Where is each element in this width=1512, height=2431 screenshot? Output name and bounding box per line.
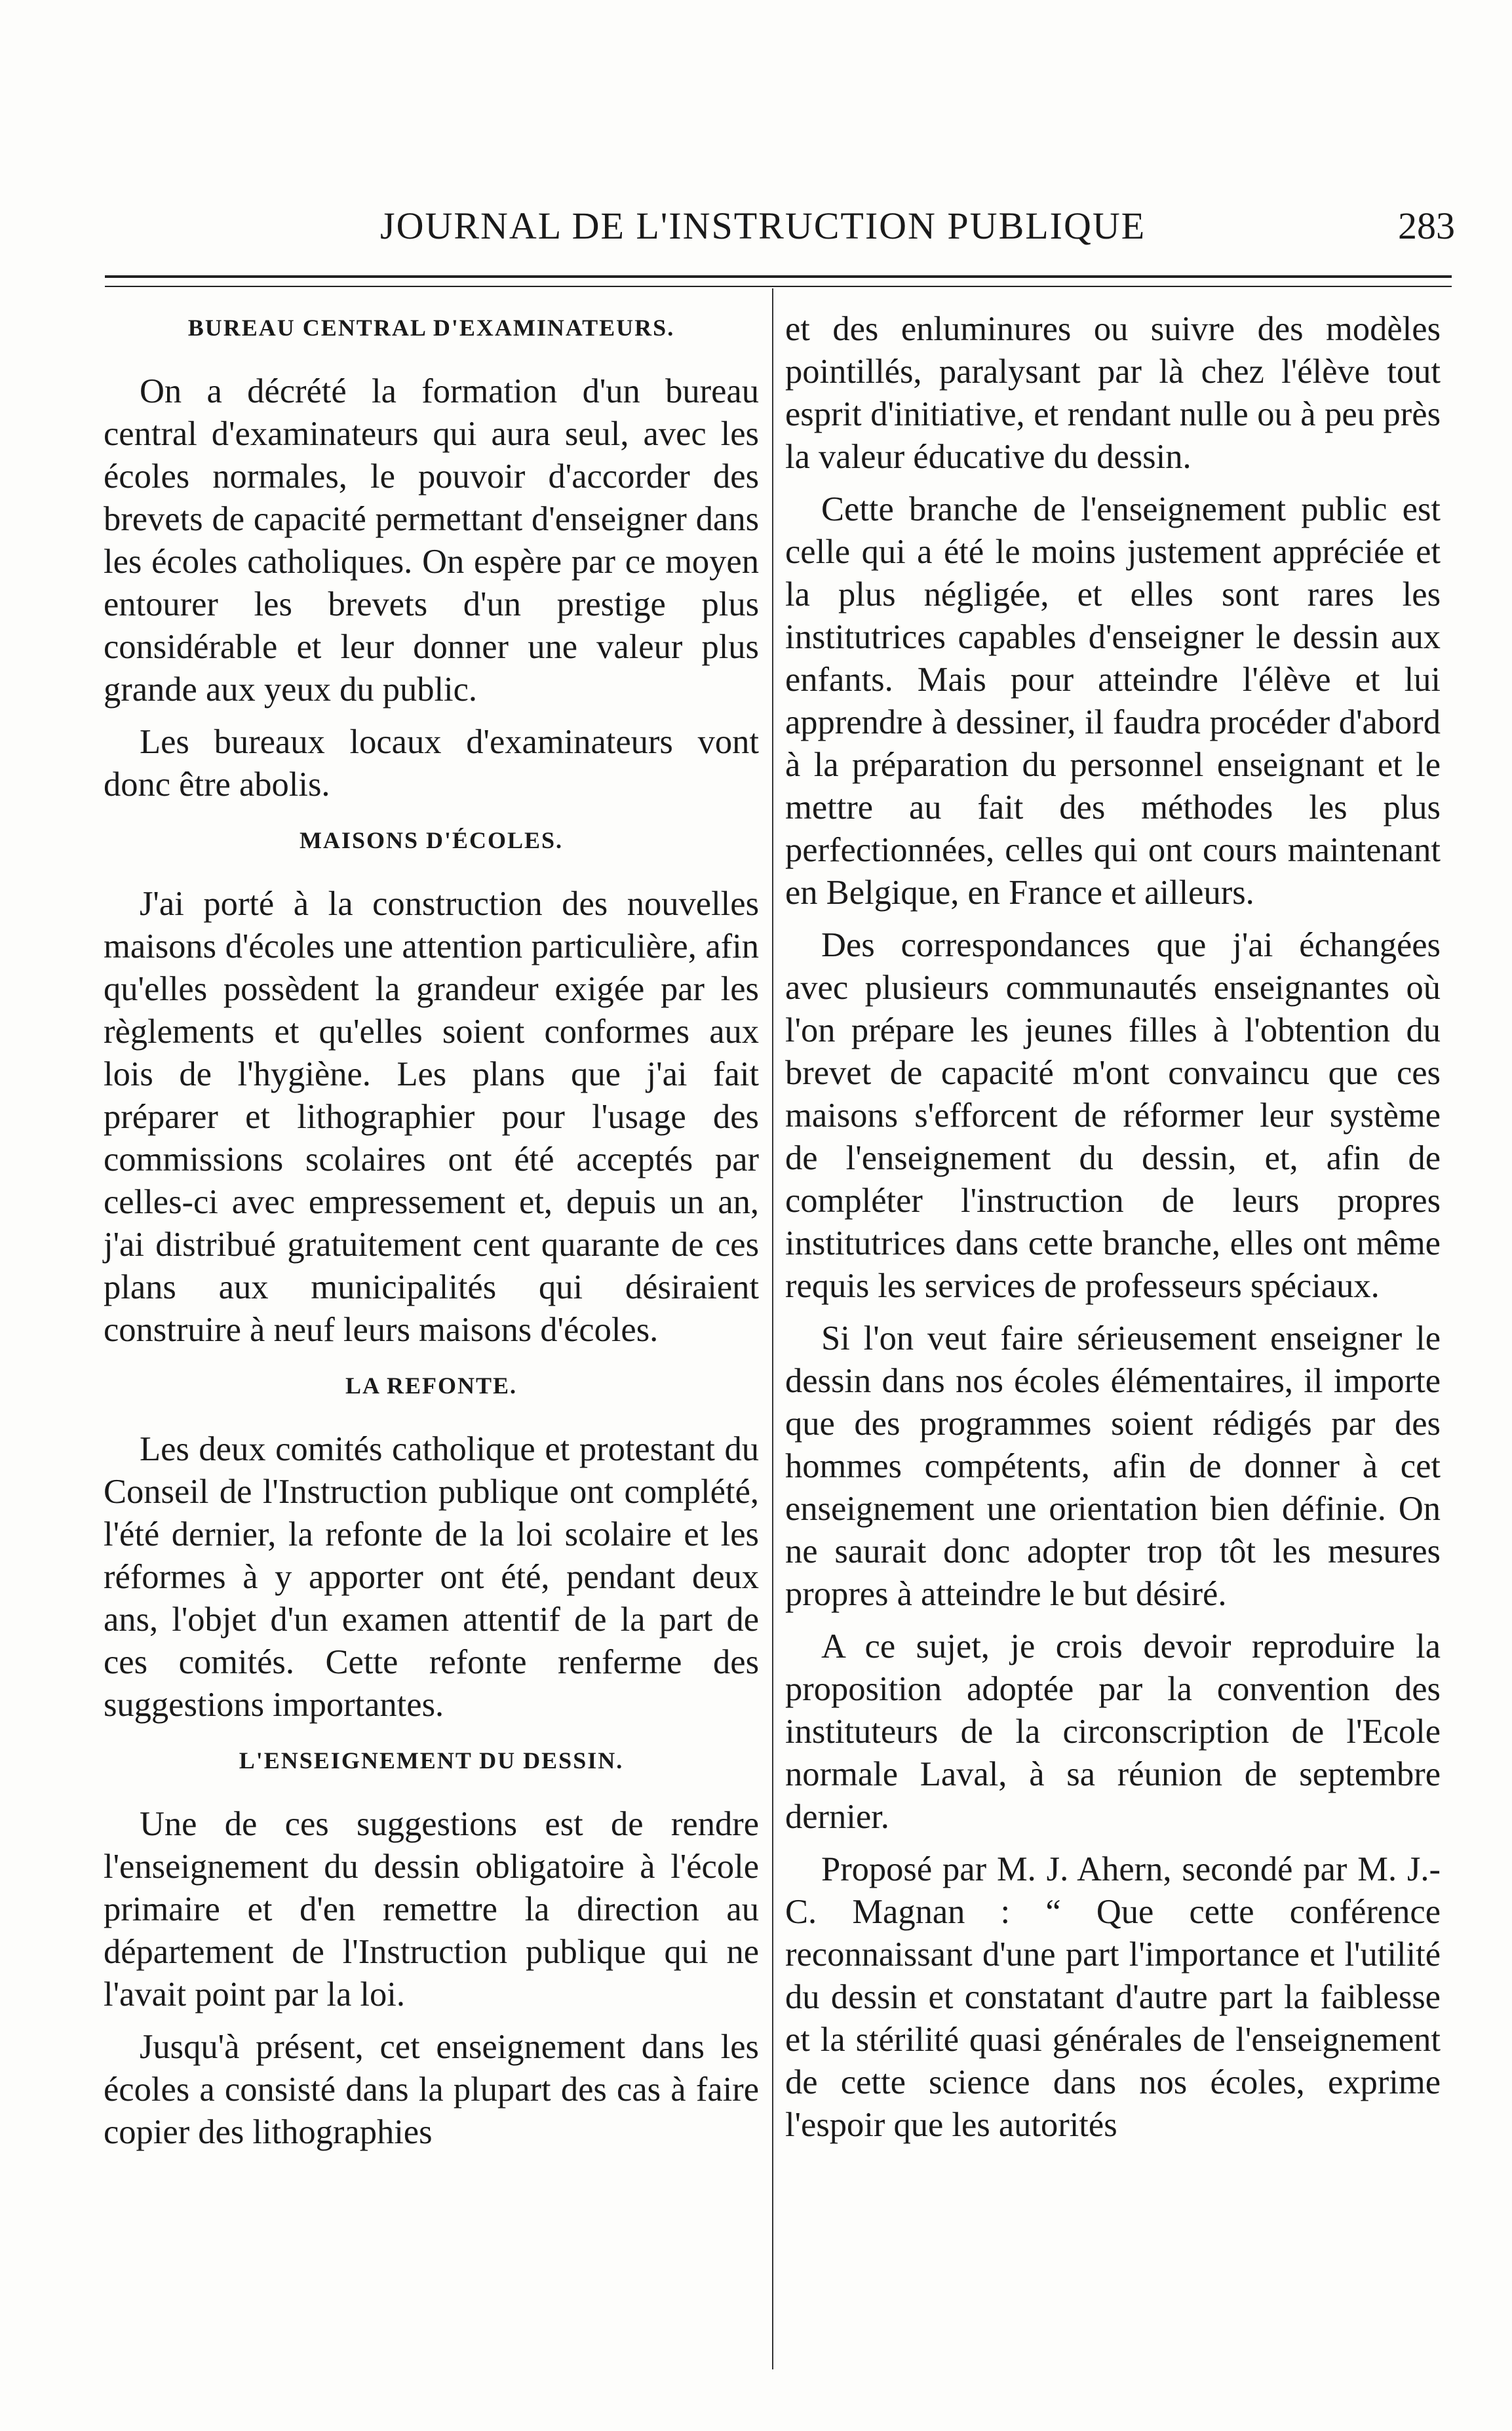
section-heading-refonte: LA REFONTE. <box>345 1372 518 1399</box>
right-column <box>785 308 1441 2156</box>
section-heading-enseignement-dessin: L'ENSEIGNEMENT DU DESSIN. <box>239 1747 624 1774</box>
paragraph-refonte: Les deux comités catholique et protestant du Conseil de l'Instruction publique ont complété, l'été dernier, la refonte de la loi scolaire et les réformes à y apporter ont été, pendant deux ans, l'objet d'un examen attentif de la part de ces comités. Cette refonte renferme des suggestions importantes. <box>104 1430 759 1724</box>
running-head <box>197 197 1455 256</box>
paragraph-bureau-central: On a décrété la formation d'un bureau central d'examinateurs qui aura seul, avec les écoles normales, le pouvoir d'accorder des brevets de capacité permettant d'enseigner dans les écoles catholiques. On espère par ce moyen entourer les brevets d'un prestige plus considérable et leur donner une valeur plus grande aux yeux du public. <box>104 372 759 709</box>
paragraph-programmes: Si l'on veut faire sérieusement enseigner le dessin dans nos écoles élémentaires, il importe que des programmes soient rédigés par des hommes compétents, afin de donner à cet enseignement une orientation bien définie. On ne saurait donc adopter trop tôt les mesures propres à atteindre le but désiré. <box>785 1319 1441 1613</box>
paragraph-dessin-obligatoire: Une de ces suggestions est de rendre l'enseignement du dessin obligatoire à l'école primaire et d'en remettre la direction au département de l'Instruction publique qui ne l'avait point par la loi. <box>104 1805 759 2013</box>
paragraph-bureaux-locaux: Les bureaux locaux d'examinateurs vont donc être abolis. <box>104 723 759 804</box>
column-divider <box>772 288 773 2369</box>
running-title: JOURNAL DE L'INSTRUCTION PUBLIQUE <box>380 204 1146 247</box>
paragraph-maisons-ecoles: J'ai porté à la construction des nouvelles maisons d'écoles une attention particulière, afin qu'elles possèdent la grandeur exigée par les règlements et qu'elles soient conformes aux lois de l'hygiène. Les plans que j'ai fait préparer et lithographier pour l'usage des commissions scolaires ont été acceptés par celles-ci avec empressement et, depuis un an, j'ai distribué gratuitement cent quarante de ces plans aux municipalités qui désiraient construire à neuf leurs maisons d'écoles. <box>104 885 759 1349</box>
page-number: 283 <box>1398 204 1455 247</box>
left-column <box>104 308 759 2164</box>
header-rule-thick <box>105 275 1452 278</box>
paragraph-lithographies: Jusqu'à présent, cet enseignement dans les écoles a consisté dans la plupart des cas à faire copier des lithographies <box>104 2028 759 2151</box>
paragraph-branche-enseignement: Cette branche de l'enseignement public est celle qui a été le moins justement appréciée et la plus négligée, et elles sont rares les institutrices capables d'enseigner le dessin aux enfants. Mais pour atteindre l'élève et lui apprendre à dessiner, il faudra procéder d'abord à la préparation du personnel enseignant et le mettre au fait des méthodes les plus perfectionnées, celles qui ont cours maintenant en Belgique, en France et ailleurs. <box>785 490 1441 912</box>
section-heading-bureau-central: BUREAU CENTRAL D'EXAMINATEURS. <box>187 315 675 341</box>
paragraph-propose-par: Proposé par M. J. Ahern, secondé par M. J.-C. Magnan : “ Que cette conférence reconnaissant d'une part l'importance et l'utilité du dessin et constatant d'autre part la faiblesse et la stérilité quasi générales de l'enseignement de cette science dans nos écoles, exprime l'espoir que les autorités <box>785 1850 1441 2144</box>
paragraph-proposition: A ce sujet, je crois devoir reproduire la proposition adoptée par la convention des instituteurs de la circonscription de l'Ecole normale Laval, à sa réunion de septembre dernier. <box>785 1627 1441 1836</box>
section-heading-maisons-ecoles: MAISONS D'ÉCOLES. <box>299 827 564 853</box>
paragraph-correspondances: Des correspondances que j'ai échangées avec plusieurs communautés enseignantes où l'on prépare les jeunes filles à l'obtention du brevet de capacité m'ont convaincu que ces maisons s'efforcent de réformer leur système de l'enseignement du dessin, et, afin de compléter l'instruction de leurs propres institutrices dans cette branche, elles ont même requis les services de professeurs spéciaux. <box>785 926 1441 1305</box>
header-rule-thin <box>105 286 1452 287</box>
paragraph-enluminures: et des enluminures ou suivre des modèles pointillés, paralysant par là chez l'élève tout esprit d'initiative, et rendant nulle ou à peu près la valeur éducative du dessin. <box>785 310 1441 476</box>
